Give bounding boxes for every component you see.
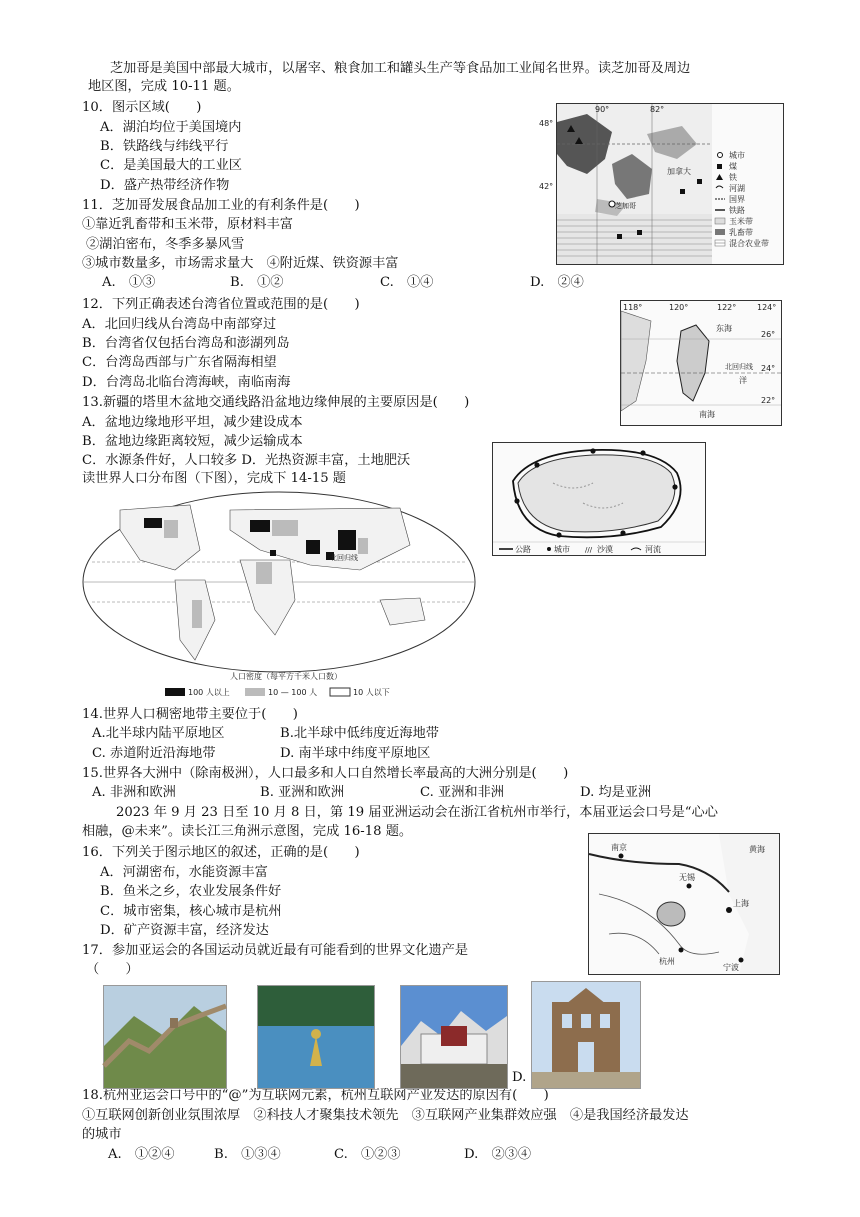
q12-option-a[interactable]: A．北回归线从台湾岛中南部穿过 <box>82 317 277 332</box>
q11-option-c[interactable]: C. ①④ <box>380 275 434 290</box>
q12-option-b[interactable]: B．台湾省仅包括台湾岛和澎湖列岛 <box>82 336 290 351</box>
q18-stem: 18.杭州亚运会口号中的“@”为互联网元素，杭州互联网产业发达的原因有( ) <box>82 1088 549 1103</box>
taiwan-tropic: 北回归线 <box>725 363 753 371</box>
q18-statements: ①互联网创新创业氛围浓厚 ②科技人才聚集技术领先 ③互联网产业集群效应强 ④是我国经济最发达 <box>82 1108 689 1123</box>
yangtze-city-0: 南京 <box>611 843 627 852</box>
q14-option-a[interactable]: A.北半球内陆平原地区 <box>92 726 225 741</box>
q16-option-a[interactable]: A．河湖密布，水能资源丰富 <box>100 865 268 880</box>
intro-asiad-line1: 2023 年 9 月 23 日至 10 月 8 日，第 19 届亚洲运动会在浙江省杭州市举行，本届亚运会口号是“心心 <box>116 805 718 820</box>
q10-stem: 10．图示区域( ) <box>82 100 202 115</box>
taiwan-lat-0: 26° <box>761 330 776 339</box>
taiwan-lon-1: 120° <box>669 303 689 312</box>
q18-option-c[interactable]: C. ①②③ <box>334 1147 401 1162</box>
yangtze-city-3: 杭州 <box>659 957 675 966</box>
chicago-lat1: 48° <box>539 119 554 128</box>
world-legend-1: 10 — 100 人 <box>268 688 318 697</box>
chicago-legend-6: 玉米带 <box>729 217 753 226</box>
q13-stem: 13.新疆的塔里木盆地交通线路沿盆地边缘伸展的主要原因是( ) <box>82 395 470 410</box>
svg-text:///: /// <box>585 546 593 554</box>
q15-option-c[interactable]: C. 亚洲和非洲 <box>420 785 504 800</box>
q11-option-a[interactable]: A. ①③ <box>102 275 156 290</box>
q17-option-d-st-paul-ruins-image[interactable] <box>531 981 641 1089</box>
world-legend-title: 人口密度（每平方千米人口数） <box>230 672 342 681</box>
q10-option-b[interactable]: B．铁路线与纬线平行 <box>100 139 229 154</box>
tarim-legend-0: 公路 <box>515 545 531 554</box>
world-legend-2: 10 人以下 <box>353 688 390 697</box>
q16-option-b[interactable]: B．鱼米之乡，农业发展条件好 <box>100 884 282 899</box>
q15-option-b[interactable]: B. 亚洲和欧洲 <box>260 785 345 800</box>
taiwan-lon-3: 124° <box>757 303 777 312</box>
chicago-lat2: 42° <box>539 182 554 191</box>
q17-option-b-west-lake-image[interactable] <box>257 985 375 1089</box>
world-legend-0: 100 人以上 <box>188 688 230 697</box>
world-tropic-n: 北回归线 <box>330 554 358 562</box>
q11-statement-3: ③城市数量多，市场需求量大 ④附近煤、铁资源丰富 <box>82 256 399 271</box>
tarim-legend-1: 城市 <box>554 545 570 554</box>
q14-option-d[interactable]: D. 南半球中纬度平原地区 <box>280 746 431 761</box>
chicago-legend-8: 混合农业带 <box>729 239 769 248</box>
q11-stem: 11．芝加哥发展食品加工业的有利条件是( ) <box>82 198 360 213</box>
yangtze-city-4: 宁波 <box>723 963 739 972</box>
chicago-legend-5: 铁路 <box>729 206 745 215</box>
q18-option-a[interactable]: A. ①②④ <box>108 1147 175 1162</box>
chicago-lon1: 90° <box>595 105 610 114</box>
chicago-legend-2: 铁 <box>729 173 737 182</box>
q11-statement-2: ②湖泊密布，冬季多暴风雪 <box>86 237 245 252</box>
q16-option-d[interactable]: D．矿产资源丰富，经济发达 <box>100 923 269 938</box>
q11-statement-1: ①靠近乳畜带和玉米带，原材料丰富 <box>82 217 293 232</box>
taiwan-ocean: 洋 <box>739 376 747 385</box>
q17-stem: 17．参加亚运会的各国运动员就近最有可能看到的世界文化遗产是 <box>82 943 469 958</box>
yangtze-delta-map <box>588 833 780 975</box>
intro-asiad-line2: 相融，@未来”。读长江三角洲示意图，完成 16-18 题。 <box>82 824 413 839</box>
q12-option-d[interactable]: D．台湾岛北临台湾海峡，南临南海 <box>82 375 291 390</box>
q13-option-cd[interactable]: C．水源条件好，人口较多 D．光热资源丰富，土地肥沃 <box>82 453 411 468</box>
q15-stem: 15.世界各大洲中（除南极洲），人口最多和人口自然增长率最高的大洲分别是( ) <box>82 766 569 781</box>
q10-option-a[interactable]: A．湖泊均位于美国境内 <box>100 120 242 135</box>
taiwan-lat-1: 24° <box>761 364 776 373</box>
q16-stem: 16．下列关于图示地区的叙述，正确的是( ) <box>82 845 360 860</box>
q17-option-a-great-wall-image[interactable] <box>103 985 227 1089</box>
yangtze-city-1: 无锡 <box>679 873 695 882</box>
chicago-legend-3: 河湖 <box>729 184 745 193</box>
q17-paren: （ ） <box>86 962 139 977</box>
q13-option-b[interactable]: B．盆地边缘距离较短，减少运输成本 <box>82 434 303 449</box>
q12-option-c[interactable]: C．台湾岛西部与广东省隔海相望 <box>82 355 277 370</box>
taiwan-lon-0: 118° <box>623 303 643 312</box>
taiwan-sea-east: 东海 <box>716 324 732 333</box>
chicago-lon2: 82° <box>650 105 665 114</box>
tarim-map <box>492 442 706 556</box>
q18-option-d[interactable]: D. ②③④ <box>464 1147 532 1162</box>
world-population-map <box>80 490 478 702</box>
q12-stem: 12．下列正确表述台湾省位置或范围的是( ) <box>82 297 360 312</box>
chicago-legend-4: 国界 <box>729 195 745 204</box>
yangtze-sea: 黄海 <box>749 845 765 854</box>
taiwan-sea-south: 南海 <box>699 410 715 419</box>
chicago-country: 加拿大 <box>667 167 691 176</box>
chicago-city-label: 芝加哥 <box>615 202 636 210</box>
chicago-legend-0: 城市 <box>729 151 745 160</box>
taiwan-map <box>620 300 782 426</box>
q10-option-d[interactable]: D．盛产热带经济作物 <box>100 178 230 193</box>
yangtze-city-2: 上海 <box>733 899 749 908</box>
intro-chicago-line2: 地区图，完成 10-11 题。 <box>88 79 240 94</box>
tarim-legend-3: 河流 <box>645 545 661 554</box>
q13-option-a[interactable]: A．盆地边缘地形平坦，减少建设成本 <box>82 415 303 430</box>
chicago-legend-7: 乳畜带 <box>729 228 753 237</box>
taiwan-lat-2: 22° <box>761 396 776 405</box>
q15-option-a[interactable]: A. 非洲和欧洲 <box>92 785 176 800</box>
q11-option-d[interactable]: D. ②④ <box>530 275 584 290</box>
tarim-legend-2: 沙漠 <box>597 545 613 554</box>
q14-option-b[interactable]: B.北半球中低纬度近海地带 <box>280 726 439 741</box>
q15-option-d[interactable]: D. 均是亚洲 <box>580 785 652 800</box>
q18-option-b[interactable]: B. ①③④ <box>214 1147 281 1162</box>
q17-option-d-label: D. <box>512 1070 527 1085</box>
q14-stem: 14.世界人口稠密地带主要位于( ) <box>82 707 298 722</box>
chicago-map <box>539 103 784 265</box>
intro-chicago-line1: 芝加哥是美国中部最大城市，以屠宰、粮食加工和罐头生产等食品加工业闻名世界。读芝加哥及周边 <box>110 61 691 76</box>
q18-statements-cont: 的城市 <box>82 1127 122 1142</box>
q16-option-c[interactable]: C．城市密集，核心城市是杭州 <box>100 904 282 919</box>
q17-option-c-potala-image[interactable] <box>400 985 508 1089</box>
q11-option-b[interactable]: B. ①② <box>230 275 284 290</box>
q10-option-c[interactable]: C．是美国最大的工业区 <box>100 158 242 173</box>
taiwan-lon-2: 122° <box>717 303 737 312</box>
q14-option-c[interactable]: C. 赤道附近沿海地带 <box>92 746 216 761</box>
intro-population: 读世界人口分布图（下图），完成下 14-15 题 <box>82 471 346 486</box>
chicago-legend-1: 煤 <box>729 162 737 171</box>
